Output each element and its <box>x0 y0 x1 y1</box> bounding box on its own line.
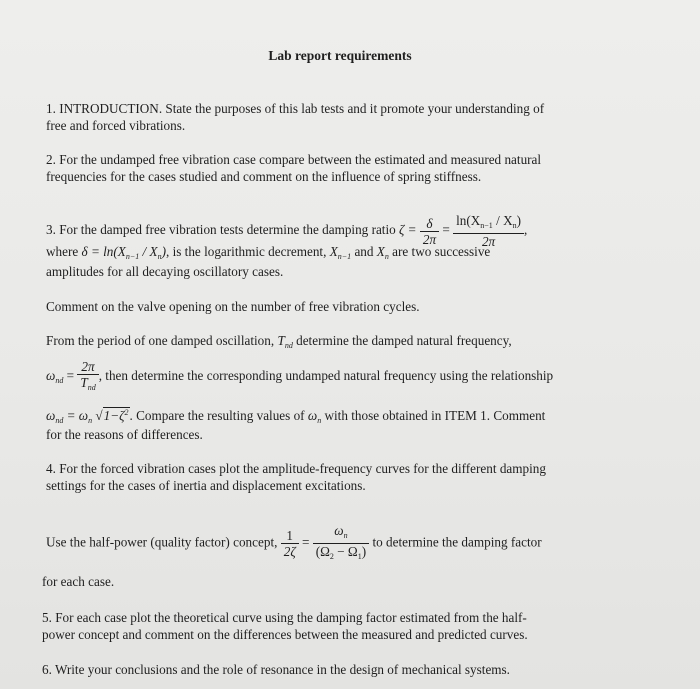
denom-minus: − Ω <box>333 544 358 559</box>
sqrt-sign: √ <box>95 408 103 423</box>
relationship-text: , then determine the corresponding undamped natural frequency using the relationship <box>98 368 554 384</box>
x-var: X <box>329 244 338 259</box>
t-den <box>77 375 98 395</box>
zeta-symbol: ζ = <box>399 222 417 238</box>
item-2-line-1: 2. For the undamped free vibration case compare between the estimated and measured natural <box>46 152 542 167</box>
comma: , <box>524 222 528 238</box>
period-text-a: From the period of one damped oscillation, <box>46 333 275 348</box>
t-den-sub: nd <box>87 383 96 392</box>
x-var-2: X <box>376 244 385 259</box>
compare-text: . Compare the resulting values of <box>129 408 305 423</box>
t-sub: nd <box>284 341 293 350</box>
reasons-line: for the reasons of differences. <box>46 427 203 442</box>
x-n <box>377 244 389 259</box>
two-zeta-den: 2ζ <box>283 544 296 559</box>
item-5-line-1: 5. For each case plot the theoretical curve using the damping factor estimated from the half- <box>42 610 527 625</box>
item-3-line-3: amplitudes for all decaying oscillatory cases. <box>46 264 284 279</box>
two-pi-num: 2π <box>77 359 98 375</box>
period-text-b: determine the damped natural frequency, <box>296 333 512 348</box>
denom-a: (Ω <box>315 544 330 559</box>
frac-denominator: 2π <box>422 231 437 247</box>
omega-n-sub: n <box>317 416 322 425</box>
delta-definition <box>82 244 166 259</box>
one-num: 1 <box>281 528 299 544</box>
page-title: Lab report requirements <box>268 48 412 63</box>
denom-sub1: 1 <box>357 552 362 561</box>
omega-num-var: ω <box>334 523 344 538</box>
item-5-line-2: power concept and comment on the differences between the measured and predicted curves. <box>42 627 528 642</box>
sqrt-sq: 2 <box>124 408 129 417</box>
where-word: where <box>46 244 79 259</box>
omega-nd-line <box>46 359 553 395</box>
omega-n-rel <box>63 408 92 423</box>
item-3-line-2 <box>46 243 490 265</box>
omega-nd-2 <box>46 408 63 423</box>
denom-close: ) <box>361 544 367 559</box>
two-successive: are two successive <box>392 244 491 259</box>
two-pi-over-t <box>77 359 98 395</box>
for-each-case: for each case. <box>42 574 115 589</box>
w-rel-sub: n <box>88 416 93 425</box>
log-ratio-numerator <box>453 213 524 234</box>
omega-sym-2: ω <box>46 408 56 423</box>
delta-def-c: ) <box>161 244 166 259</box>
item-1-line-2: free and forced vibrations. <box>46 118 186 133</box>
item-4-line-1: 4. For the forced vibration cases plot the amplitude-frequency curves for the different damping <box>46 461 546 476</box>
ln-x: ln(X <box>456 213 481 228</box>
omega-nd <box>46 368 64 386</box>
period-line <box>46 332 512 354</box>
delta-omega-den <box>313 544 369 564</box>
item-2-line-2: frequencies for the cases studied and comment on the influence of spring stiffness. <box>46 169 482 184</box>
x-n-minus-1 <box>330 244 351 259</box>
omega-num-sub: n <box>343 531 348 540</box>
omega-sub-2: nd <box>55 416 64 425</box>
x-sub: n−1 <box>337 252 352 261</box>
equals-sign: = <box>442 222 450 238</box>
t-var: T <box>277 333 285 348</box>
and-word: and <box>354 244 374 259</box>
half-power-text: Use the half-power (quality factor) concept, <box>46 534 278 550</box>
omega-n-var: ω <box>307 408 318 423</box>
sqrt-body <box>103 407 130 423</box>
denom-sub2: 2 <box>329 552 334 561</box>
t-den-var: T <box>80 375 88 390</box>
equals-sign-2: = <box>301 534 310 550</box>
sub-n: n <box>512 221 517 230</box>
damping-factor-text: to determine the damping factor <box>372 534 542 550</box>
sqrt-expr: 1−ζ <box>103 408 125 423</box>
delta-def-sub1: n−1 <box>125 252 140 261</box>
delta-over-2pi <box>420 216 439 247</box>
omega-over-delta <box>313 523 369 564</box>
omega-eq: = <box>63 368 75 384</box>
item-6: 6. Write your conclusions and the role of resonance in the design of mechanical systems. <box>42 662 510 677</box>
delta-def-b: / X <box>139 244 158 259</box>
omega-num <box>313 523 369 544</box>
t-nd <box>277 333 292 348</box>
valve-comment: Comment on the valve opening on the number of free vibration cycles. <box>46 299 420 314</box>
omega-sub: nd <box>55 376 64 386</box>
half-power-line <box>46 523 542 564</box>
item-4-line-2: settings for the cases of inertia and displacement excitations. <box>46 478 366 493</box>
item-1-line-1: 1. INTRODUCTION. State the purposes of this lab tests and it promote your understanding of <box>46 101 545 116</box>
compare-text-2: with those obtained in ITEM 1. Comment <box>324 408 546 423</box>
omega-sym: ω <box>46 368 56 384</box>
slash-x: / X <box>492 213 513 228</box>
close-paren: ) <box>516 213 521 228</box>
sub-n-minus-1: n−1 <box>480 221 493 230</box>
log-ratio-denominator: 2π <box>481 234 496 249</box>
w-rel-a: = ω <box>63 408 89 423</box>
one-over-2zeta <box>281 528 299 559</box>
log-dec-text: , is the logarithmic decrement, <box>165 244 327 259</box>
frac-numerator: δ <box>420 216 439 232</box>
item-3-text: 3. For the damped free vibration tests determine the damping ratio <box>46 222 396 238</box>
omega-n-sym <box>308 408 321 423</box>
delta-def-a: δ = ln(X <box>81 244 126 259</box>
x-sub-2: n <box>384 252 389 261</box>
delta-def-sub2: n <box>157 252 162 261</box>
